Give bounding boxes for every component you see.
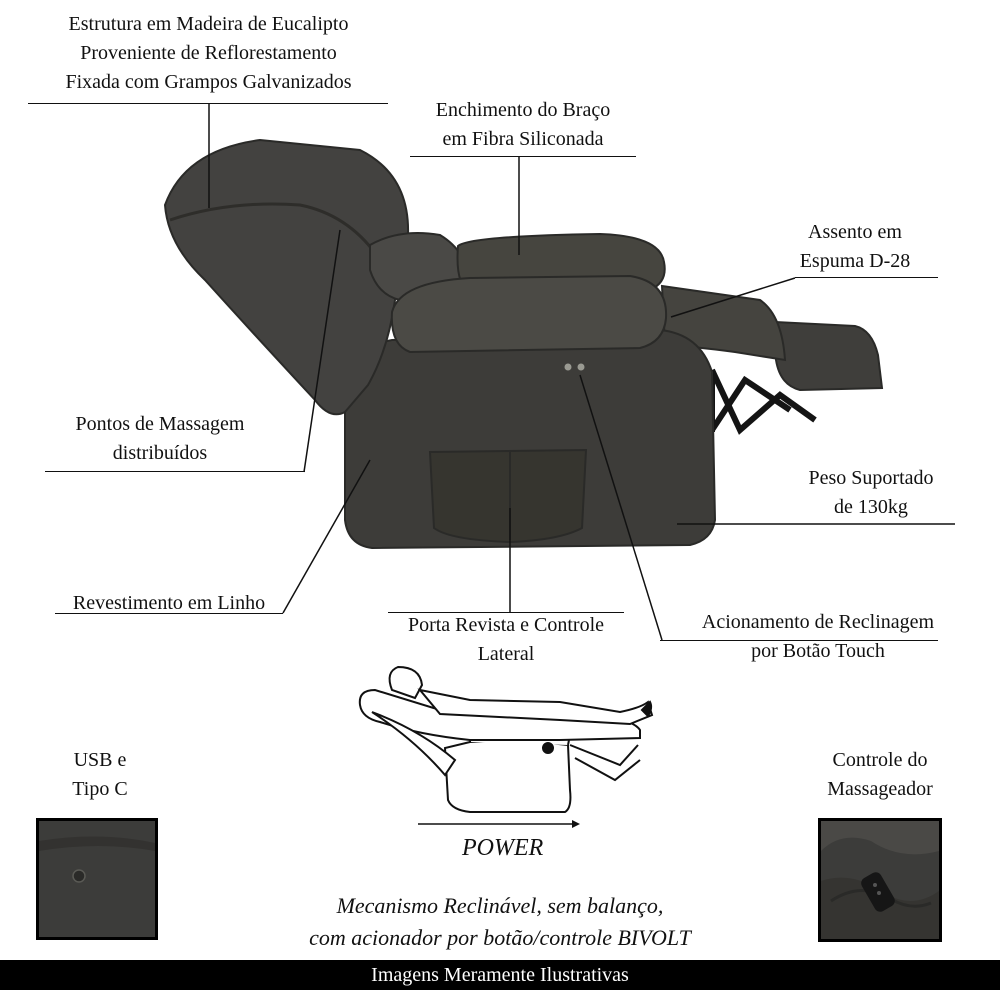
callout-controller: Controle do Massageador (827, 749, 933, 800)
callout-pocket: Porta Revista e Controle Lateral (407, 614, 605, 665)
disclaimer-footer: Imagens Meramente Ilustrativas (0, 960, 1000, 990)
callout-arm-fill: Enchimento do Braço em Fibra Siliconada (435, 99, 611, 150)
rule-structure (28, 103, 388, 104)
footrest (775, 322, 882, 390)
callout-weight: Peso Suportado de 130kg (808, 467, 934, 518)
rule-massage (45, 471, 305, 472)
callout-structure: Estrutura em Madeira de Eucalipto Proveniente de Reflorestamento Fixada com Grampos Galvanizados (65, 13, 352, 93)
backrest (165, 140, 408, 414)
callout-massage: Pontos de Massagem distribuídos (75, 413, 245, 464)
touch-button-2 (578, 364, 585, 371)
usb-port-icon (73, 870, 85, 882)
rule-arm-fill (410, 156, 636, 157)
rule-seat (795, 277, 938, 278)
power-label: POWER (462, 835, 544, 861)
rule-recline (660, 640, 938, 641)
side-pocket (430, 450, 586, 542)
recline-diagram (360, 667, 652, 812)
mechanism-caption: Mecanismo Reclinável, sem balanço, com acionador por botão/controle BIVOLT (309, 893, 691, 950)
callout-seat: Assento em Espuma D-28 (799, 221, 911, 272)
front-armrest (392, 276, 666, 352)
callout-fabric: Revestimento em Linho (72, 592, 266, 614)
callout-usb: USB e Tipo C (72, 749, 128, 800)
callout-recline: Acionamento de Reclinagem por Botão Touch (701, 611, 935, 662)
touch-button-1 (565, 364, 572, 371)
rule-fabric (55, 613, 283, 614)
